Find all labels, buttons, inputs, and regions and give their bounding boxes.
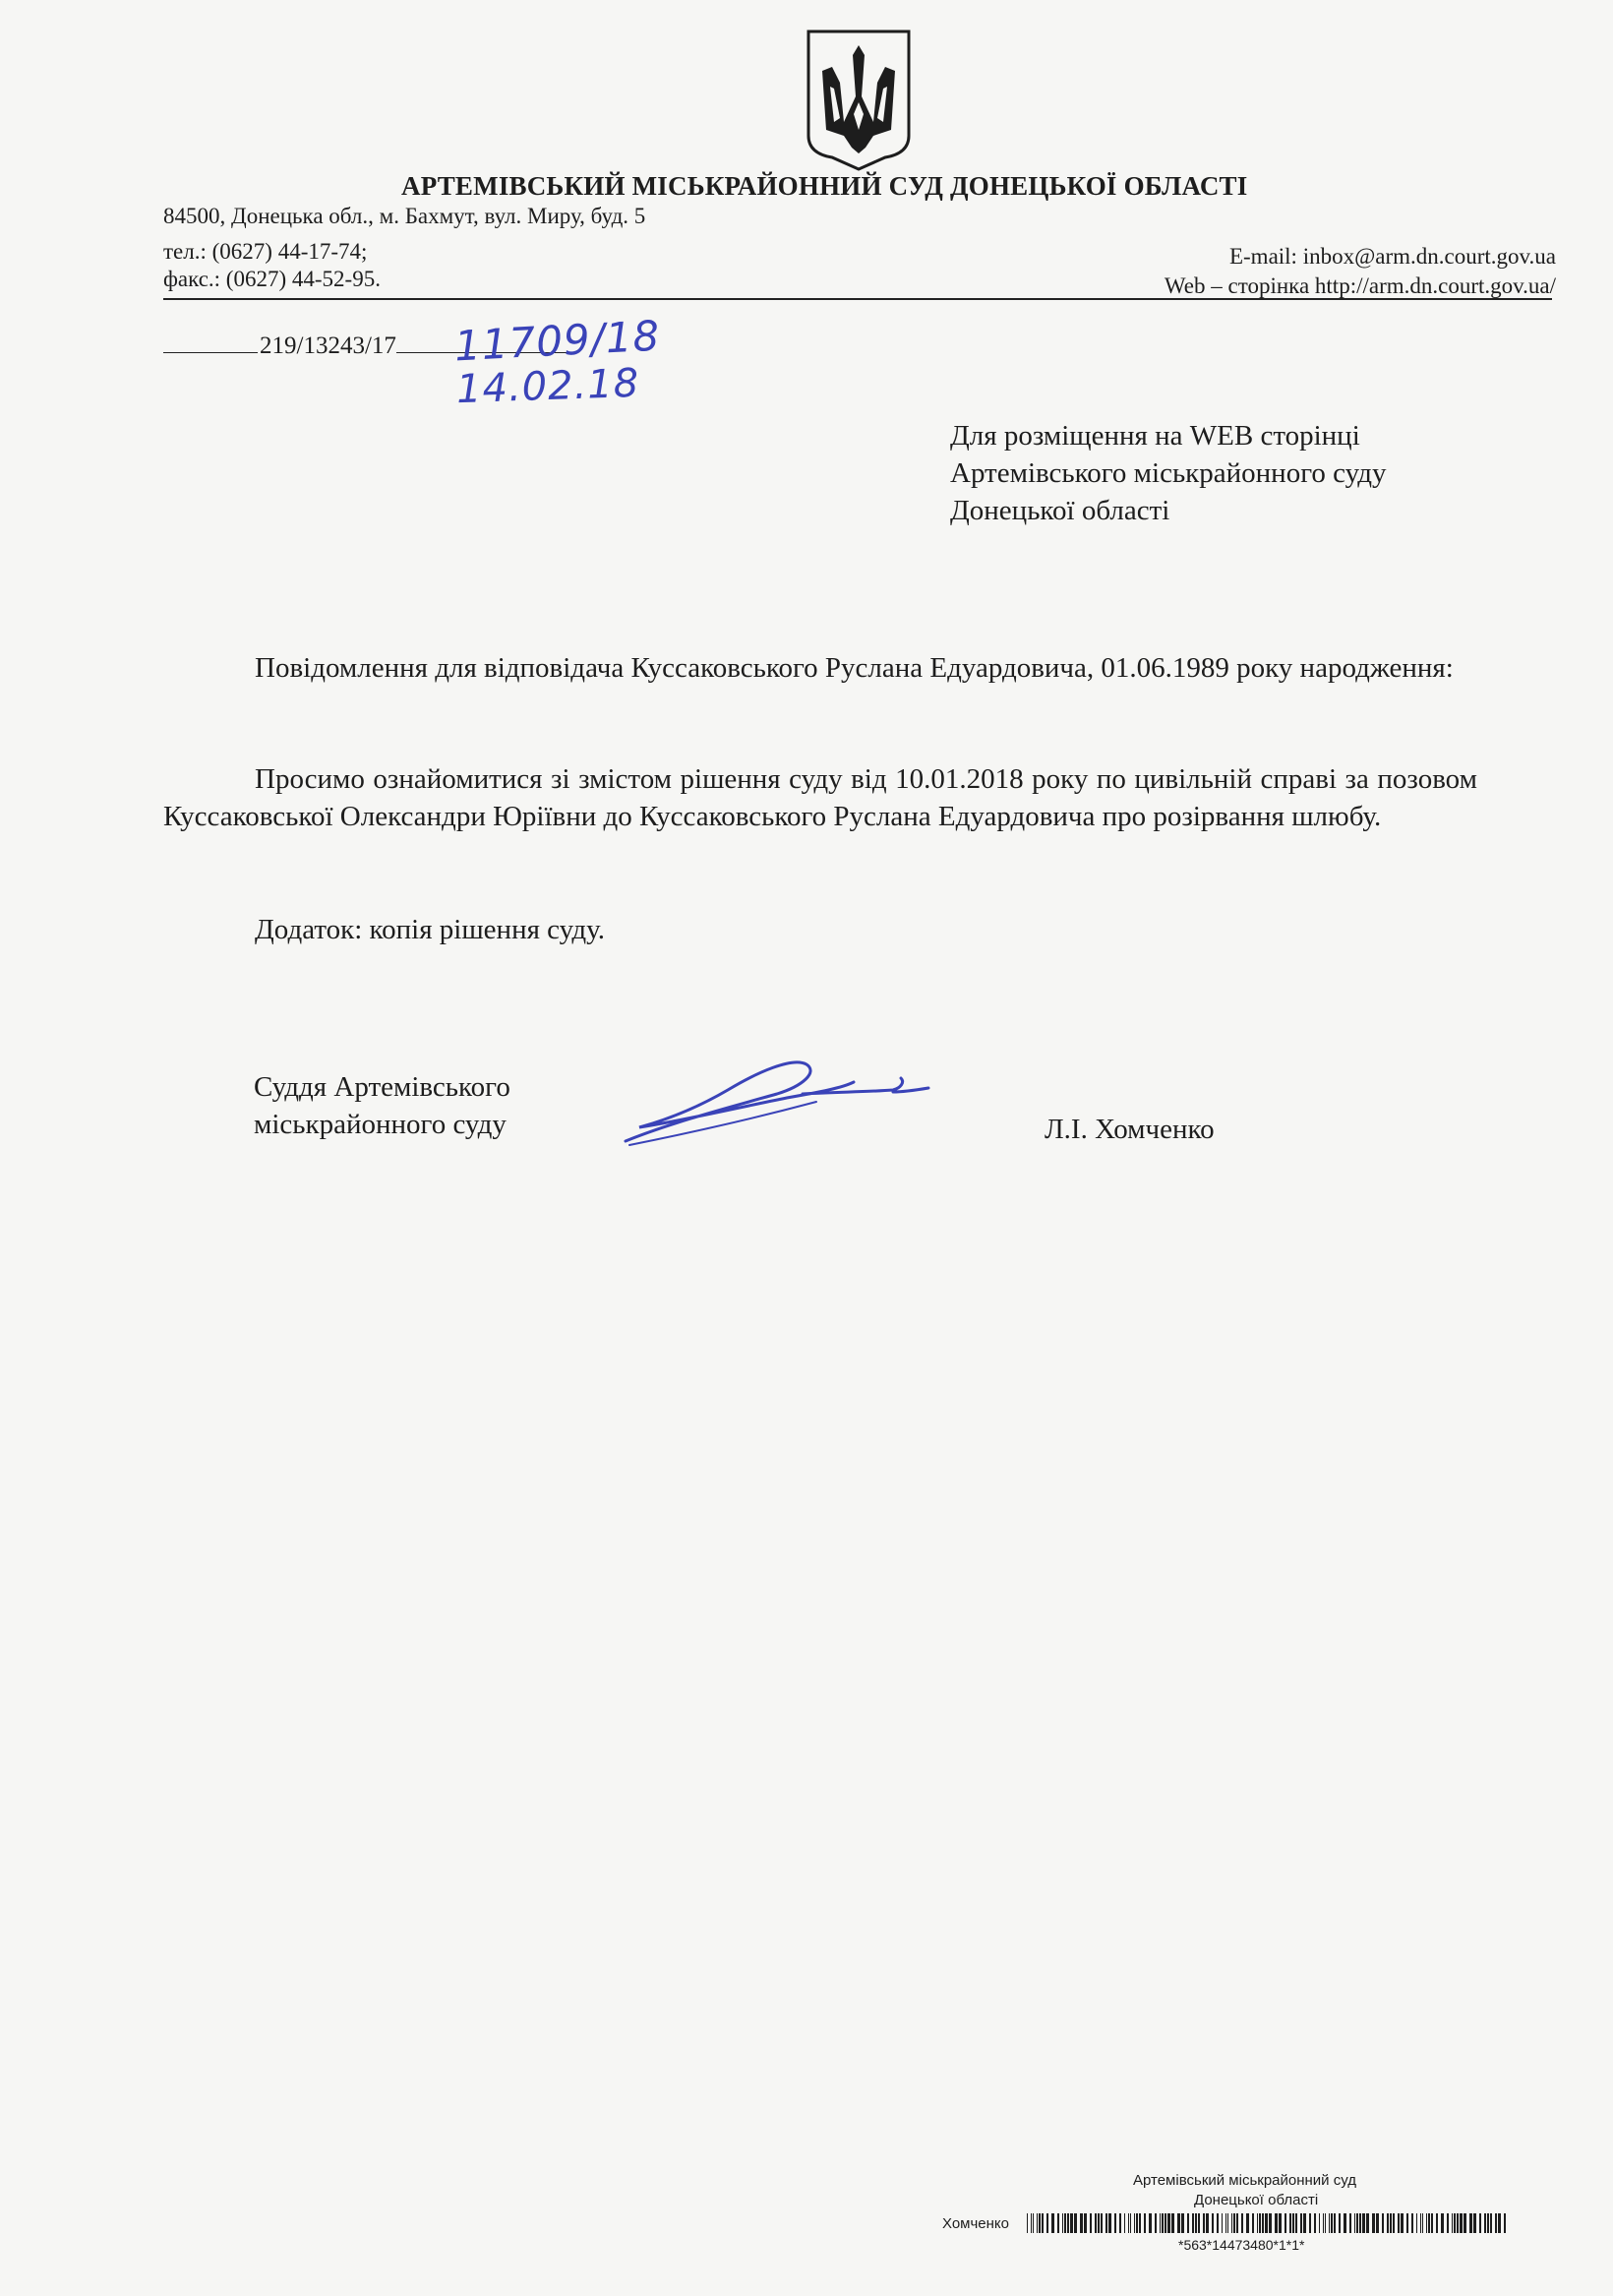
signatory-title: Суддя Артемівського xyxy=(254,1071,510,1103)
barcode-bar xyxy=(1428,2213,1430,2233)
barcode-bar xyxy=(1269,2213,1272,2233)
barcode-bar xyxy=(1187,2213,1189,2233)
barcode-bar xyxy=(1420,2213,1421,2233)
barcode-bar xyxy=(1095,2213,1097,2233)
barcode-bar xyxy=(1309,2213,1311,2233)
barcode-bar xyxy=(1070,2213,1073,2233)
court-phone: тел.: (0627) 44-17-74; xyxy=(163,239,368,264)
barcode-bar xyxy=(1354,2213,1355,2233)
barcode-bar xyxy=(1257,2213,1258,2233)
barcode-bar xyxy=(1366,2213,1369,2233)
barcode-bar xyxy=(1469,2213,1472,2233)
barcode-bar xyxy=(1037,2213,1038,2233)
barcode-bar xyxy=(1457,2213,1459,2233)
barcode-bar xyxy=(1275,2213,1278,2233)
barcode-bar xyxy=(1300,2213,1302,2233)
barcode-bar xyxy=(1225,2213,1226,2233)
registry-region-line: Донецької області xyxy=(1194,2192,1319,2208)
barcode-bar xyxy=(1325,2213,1326,2233)
barcode-bar xyxy=(1289,2213,1291,2233)
barcode-bar xyxy=(1490,2213,1492,2233)
barcode-bar xyxy=(1203,2213,1205,2233)
barcode-bar xyxy=(1303,2213,1306,2233)
court-address: 84500, Донецька обл., м. Бахмут, вул. Миру, буд. 5 xyxy=(163,204,646,228)
barcode-bar xyxy=(1241,2213,1243,2233)
barcode-bar xyxy=(1105,2213,1107,2233)
barcode-bar xyxy=(1401,2213,1404,2233)
barcode-bar xyxy=(1231,2213,1232,2233)
barcode-bar xyxy=(1323,2213,1324,2233)
attachment-paragraph: Додаток: копія рішення суду. xyxy=(255,914,605,945)
barcode-bar xyxy=(1495,2213,1497,2233)
barcode-bar xyxy=(1484,2213,1486,2233)
barcode-bar xyxy=(1295,2213,1297,2233)
barcode-bar xyxy=(1479,2213,1481,2233)
barcode-bar xyxy=(1436,2213,1438,2233)
barcode-bar xyxy=(1393,2213,1395,2233)
barcode-bar xyxy=(1051,2213,1054,2233)
barcode-bar xyxy=(1334,2213,1336,2233)
court-email: E-mail: inbox@arm.dn.court.gov.ua xyxy=(1228,244,1556,269)
barcode-bar xyxy=(1134,2213,1135,2233)
barcode-bar xyxy=(1460,2213,1463,2233)
barcode-bar xyxy=(1080,2213,1083,2233)
barcode-bar xyxy=(1042,2213,1044,2233)
barcode-bar xyxy=(1329,2213,1330,2233)
registry-barcode xyxy=(1027,2213,1511,2233)
court-website: Web – сторінка http://arm.dn.court.gov.ua/ xyxy=(1164,273,1556,298)
barcode-bar xyxy=(1212,2213,1214,2233)
barcode-bar xyxy=(1426,2213,1427,2233)
notice-paragraph: Повідомлення для відповідача Куссаковського Руслана Едуардовича, 01.06.1989 року народження: xyxy=(255,652,1454,684)
request-paragraph: Просимо ознайомитися зі змістом рішення суду від 10.01.2018 року по цивільній справі за позовом Куссаковської Олександри Юріївни до Куссаковського Руслана Едуардовича про розірвання шлюбу. xyxy=(163,763,1477,832)
barcode-bar xyxy=(1192,2213,1194,2233)
barcode-bar xyxy=(1039,2213,1041,2233)
barcode-bar xyxy=(1227,2213,1228,2233)
barcode-bar xyxy=(1064,2213,1066,2233)
barcode-bar xyxy=(1331,2213,1333,2233)
barcode-number: *563*14473480*1*1* xyxy=(1178,2237,1305,2253)
barcode-bar xyxy=(1167,2213,1170,2233)
barcode-bar xyxy=(1387,2213,1389,2233)
barcode-bar xyxy=(1504,2213,1506,2233)
barcode-bar xyxy=(1222,2213,1223,2233)
barcode-bar xyxy=(1108,2213,1111,2233)
barcode-bar xyxy=(1171,2213,1174,2233)
barcode-bar xyxy=(1160,2213,1161,2233)
barcode-bar xyxy=(1144,2213,1146,2233)
barcode-bar xyxy=(1181,2213,1184,2233)
barcode-bar xyxy=(1162,2213,1164,2233)
barcode-bar xyxy=(1233,2213,1235,2233)
barcode-bar xyxy=(1284,2213,1286,2233)
handwritten-outgoing-number: 11709/18 xyxy=(452,311,662,371)
header-divider xyxy=(163,298,1552,300)
barcode-bar xyxy=(1376,2213,1379,2233)
barcode-bar xyxy=(1084,2213,1087,2233)
barcode-bar xyxy=(1067,2213,1069,2233)
barcode-bar xyxy=(1382,2213,1384,2233)
barcode-bar xyxy=(1344,2213,1346,2233)
barcode-bar xyxy=(1431,2213,1433,2233)
barcode-bar xyxy=(1139,2213,1141,2233)
barcode-bar xyxy=(1046,2213,1048,2233)
barcode-bar xyxy=(1027,2213,1028,2233)
barcode-bar xyxy=(1259,2213,1261,2233)
barcode-bar xyxy=(1090,2213,1092,2233)
barcode-bar xyxy=(1339,2213,1341,2233)
barcode-bar xyxy=(1454,2213,1456,2233)
barcode-bar xyxy=(1319,2213,1320,2233)
barcode-bar xyxy=(1452,2213,1453,2233)
barcode-bar xyxy=(1398,2213,1400,2233)
registry-name: Хомченко xyxy=(942,2215,1010,2232)
barcode-bar xyxy=(1390,2213,1392,2233)
barcode-bar xyxy=(1217,2213,1219,2233)
barcode-bar xyxy=(1464,2213,1466,2233)
barcode-bar xyxy=(1057,2213,1059,2233)
barcode-bar xyxy=(1349,2213,1351,2233)
barcode-bar xyxy=(1372,2213,1375,2233)
trident-emblem-icon xyxy=(805,28,913,171)
recipient-line: Для розміщення на WEB сторінці xyxy=(950,420,1360,452)
barcode-bar xyxy=(1411,2213,1413,2233)
barcode-bar xyxy=(1124,2213,1125,2233)
barcode-bar xyxy=(1362,2213,1365,2233)
barcode-bar xyxy=(1262,2213,1264,2233)
recipient-line: Артемівського міськрайонного суду xyxy=(950,457,1387,489)
barcode-bar xyxy=(1279,2213,1282,2233)
barcode-bar xyxy=(1406,2213,1408,2233)
handwritten-date: 14.02.18 xyxy=(455,360,640,413)
barcode-bar xyxy=(1447,2213,1449,2233)
barcode-bar xyxy=(1114,2213,1116,2233)
barcode-bar xyxy=(1265,2213,1268,2233)
barcode-bar xyxy=(1195,2213,1197,2233)
barcode-bar xyxy=(1062,2213,1063,2233)
barcode-bar xyxy=(1206,2213,1209,2233)
barcode-bar xyxy=(1177,2213,1180,2233)
signatory-title: міськрайонного суду xyxy=(254,1109,507,1140)
barcode-bar xyxy=(1119,2213,1121,2233)
barcode-bar xyxy=(1441,2213,1444,2233)
barcode-bar xyxy=(1165,2213,1166,2233)
barcode-bar xyxy=(1356,2213,1358,2233)
barcode-bar xyxy=(1098,2213,1100,2233)
case-number: 219/13243/17 xyxy=(260,332,396,359)
court-title: АРТЕМІВСЬКИЙ МІСЬКРАЙОННИЙ СУД ДОНЕЦЬКОЇ ОБЛАСТІ xyxy=(401,171,1248,201)
barcode-bar xyxy=(1155,2213,1157,2233)
barcode-bar xyxy=(1252,2213,1254,2233)
barcode-bar xyxy=(1033,2213,1034,2233)
barcode-bar xyxy=(1246,2213,1249,2233)
barcode-bar xyxy=(1416,2213,1417,2233)
reference-blank-line xyxy=(163,351,258,353)
barcode-bar xyxy=(1031,2213,1032,2233)
barcode-bar xyxy=(1236,2213,1238,2233)
barcode-bar xyxy=(1149,2213,1152,2233)
barcode-bar xyxy=(1359,2213,1361,2233)
court-fax: факс.: (0627) 44-52-95. xyxy=(163,267,381,291)
judge-name: Л.І. Хомченко xyxy=(1045,1114,1215,1145)
recipient-line: Донецької області xyxy=(950,495,1170,526)
registry-court-line: Артемівський міськрайонний суд xyxy=(1133,2172,1356,2189)
barcode-bar xyxy=(1074,2213,1077,2233)
barcode-bar xyxy=(1130,2213,1131,2233)
barcode-bar xyxy=(1422,2213,1423,2233)
barcode-bar xyxy=(1314,2213,1316,2233)
handwritten-signature xyxy=(610,1043,944,1161)
barcode-bar xyxy=(1101,2213,1103,2233)
barcode-bar xyxy=(1136,2213,1138,2233)
barcode-bar xyxy=(1498,2213,1501,2233)
barcode-bar xyxy=(1128,2213,1129,2233)
barcode-bar xyxy=(1473,2213,1476,2233)
barcode-bar xyxy=(1292,2213,1294,2233)
barcode-bar xyxy=(1198,2213,1200,2233)
barcode-bar xyxy=(1487,2213,1489,2233)
